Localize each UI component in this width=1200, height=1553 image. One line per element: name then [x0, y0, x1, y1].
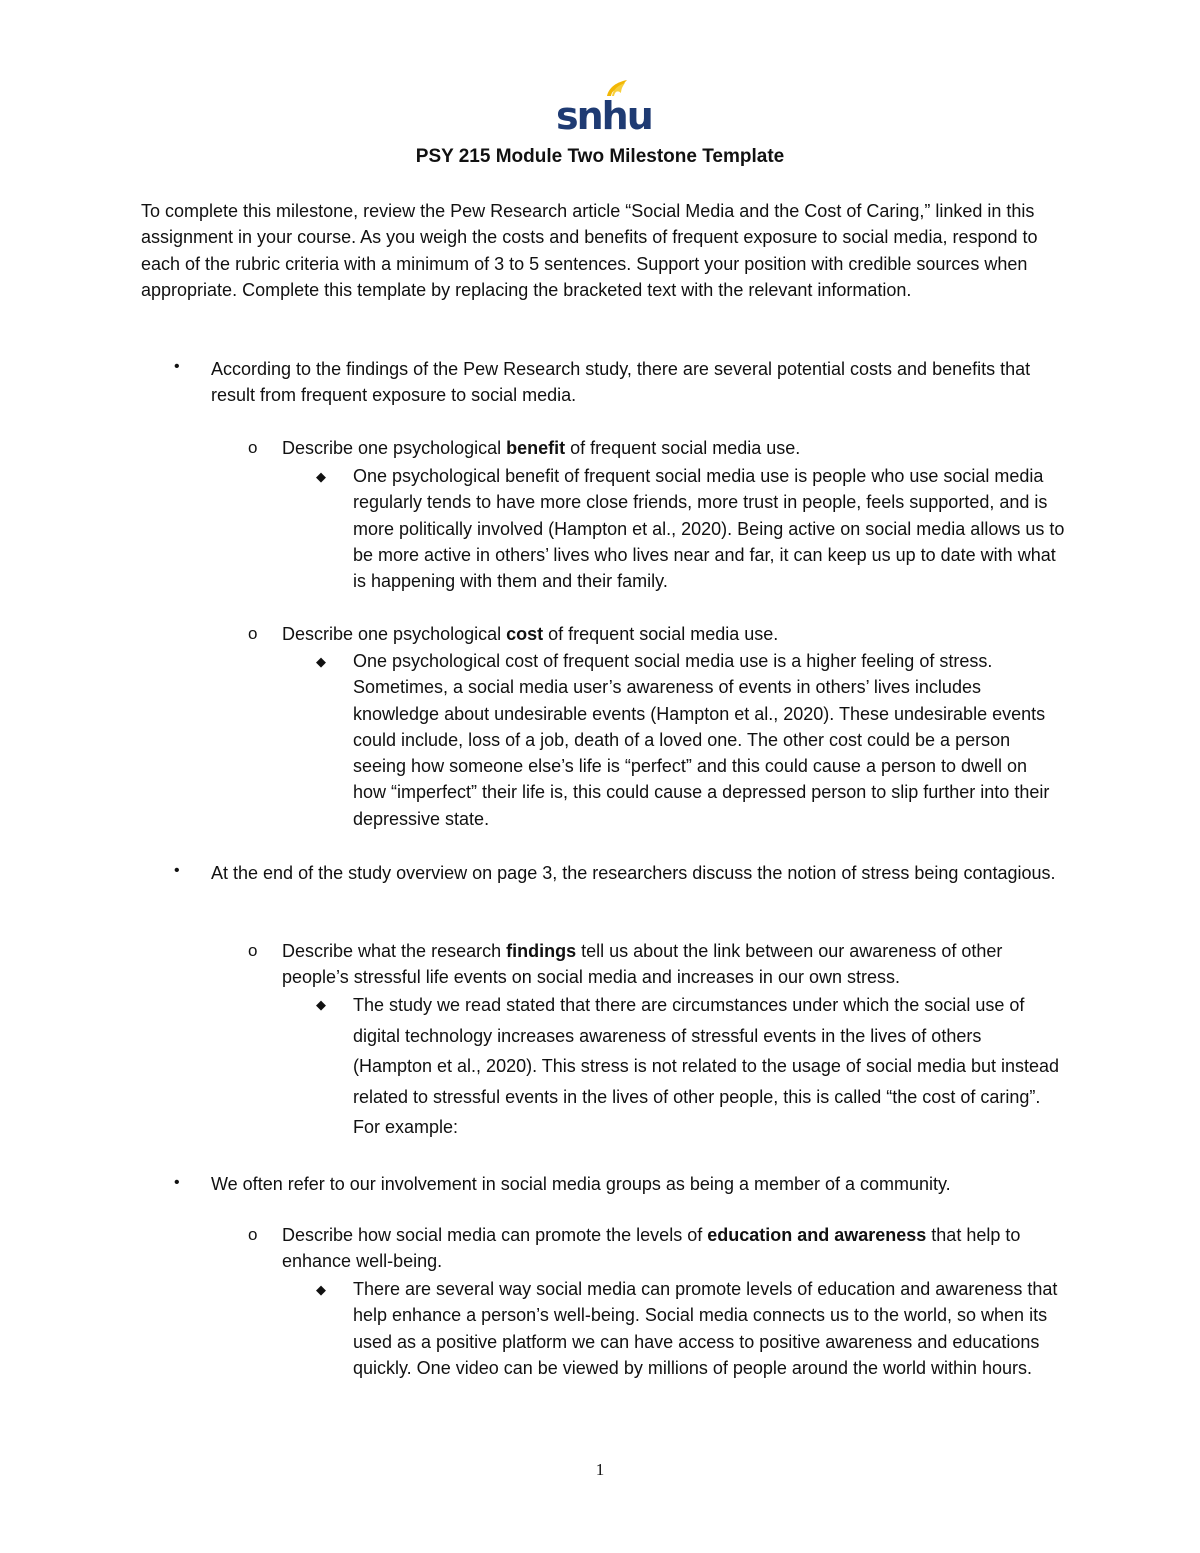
logo-text: snhu — [556, 94, 652, 138]
question-findings: Describe what the research findings tell us about the link between our awareness of other people’s stressful life events on social media and increases in our own stress. — [282, 941, 1003, 988]
answer-education: There are several way social media can promote levels of education and awareness that help enhance a person’s well-being. Social media connects us to the world, so when its used as a positive platform we can have access to positive awareness and educations quickly. One video can be viewed by millions of people around the world within hours. — [353, 1279, 1058, 1378]
diamond-marker: ◆ — [316, 654, 326, 669]
question-benefit: Describe one psychological benefit of frequent social media use. — [282, 438, 801, 458]
page-number: 1 — [595, 1460, 605, 1479]
answer-cost: One psychological cost of frequent social media use is a higher feeling of stress. Sometimes, a social media user’s awareness of events in others’ lives includes knowledge about undesirable events (Hampton et al., 2020). These undesirable events could include, loss of a job, death of a loved one. The other cost could be a person seeing how someone else’s life is “perfect” and this could cause a person to dwell on how “imperfect” their life is, this could cause a depressed person to slip further into their depressive state. — [353, 651, 1050, 829]
bullet-marker: • — [174, 358, 180, 375]
diamond-marker: ◆ — [316, 997, 326, 1012]
intro-paragraph: To complete this milestone, review the Pew Research article “Social Media and the Cost of Caring,” linked in this assignment in your course. As you weigh the costs and benefits of frequent exposure to social media, respond to each of the rubric criteria with a minimum of 3 to 5 sentences. Support your position with credible sources when appropriate. Complete this template by replacing the bracketed text with the relevant information. — [141, 201, 1038, 300]
bullet-marker: • — [174, 1174, 180, 1191]
sub-bullet-marker: o — [248, 941, 258, 960]
section-prompt-3: We often refer to our involvement in social media groups as being a member of a community. — [211, 1174, 951, 1194]
question-education: Describe how social media can promote the levels of education and awareness that help to enhance well-being. — [282, 1225, 1021, 1272]
sub-bullet-marker: o — [248, 438, 258, 457]
diamond-marker: ◆ — [316, 1282, 326, 1297]
question-cost: Describe one psychological cost of frequent social media use. — [282, 624, 779, 644]
emphasis-cost: cost — [506, 624, 544, 644]
answer-findings: The study we read stated that there are circumstances under which the social use of digital technology increases awareness of stressful events in the lives of others (Hampton et al., 2020). This stress is not related to the usage of social media but instead related to stressful events in the lives of other people, this is called “the cost of caring”. For example: — [353, 995, 1060, 1137]
sub-bullet-marker: o — [248, 1225, 258, 1244]
snhu-logo — [555, 74, 652, 138]
emphasis-benefit: benefit — [506, 438, 566, 458]
answer-benefit: One psychological benefit of frequent social media use is people who use social media regularly tends to have more close friends, more trust in people, feels supported, and is more politically involved (Hampton et al., 2020). Being active on social media allows us to be more active in others’ lives who lives near and far, it can keep us up to date with what is happening with them and their family. — [353, 466, 1065, 592]
emphasis-findings: findings — [506, 941, 577, 961]
section-prompt-2: At the end of the study overview on page 3, the researchers discuss the notion of stress being contagious. — [211, 863, 1056, 883]
diamond-marker: ◆ — [316, 469, 326, 484]
document-title: PSY 215 Module Two Milestone Template — [415, 146, 785, 167]
emphasis-education: education and awareness — [707, 1225, 927, 1245]
section-prompt-1: According to the findings of the Pew Research study, there are several potential costs and benefits that result from frequent exposure to social media. — [211, 359, 1031, 406]
sub-bullet-marker: o — [248, 624, 258, 643]
bullet-marker: • — [174, 862, 180, 879]
